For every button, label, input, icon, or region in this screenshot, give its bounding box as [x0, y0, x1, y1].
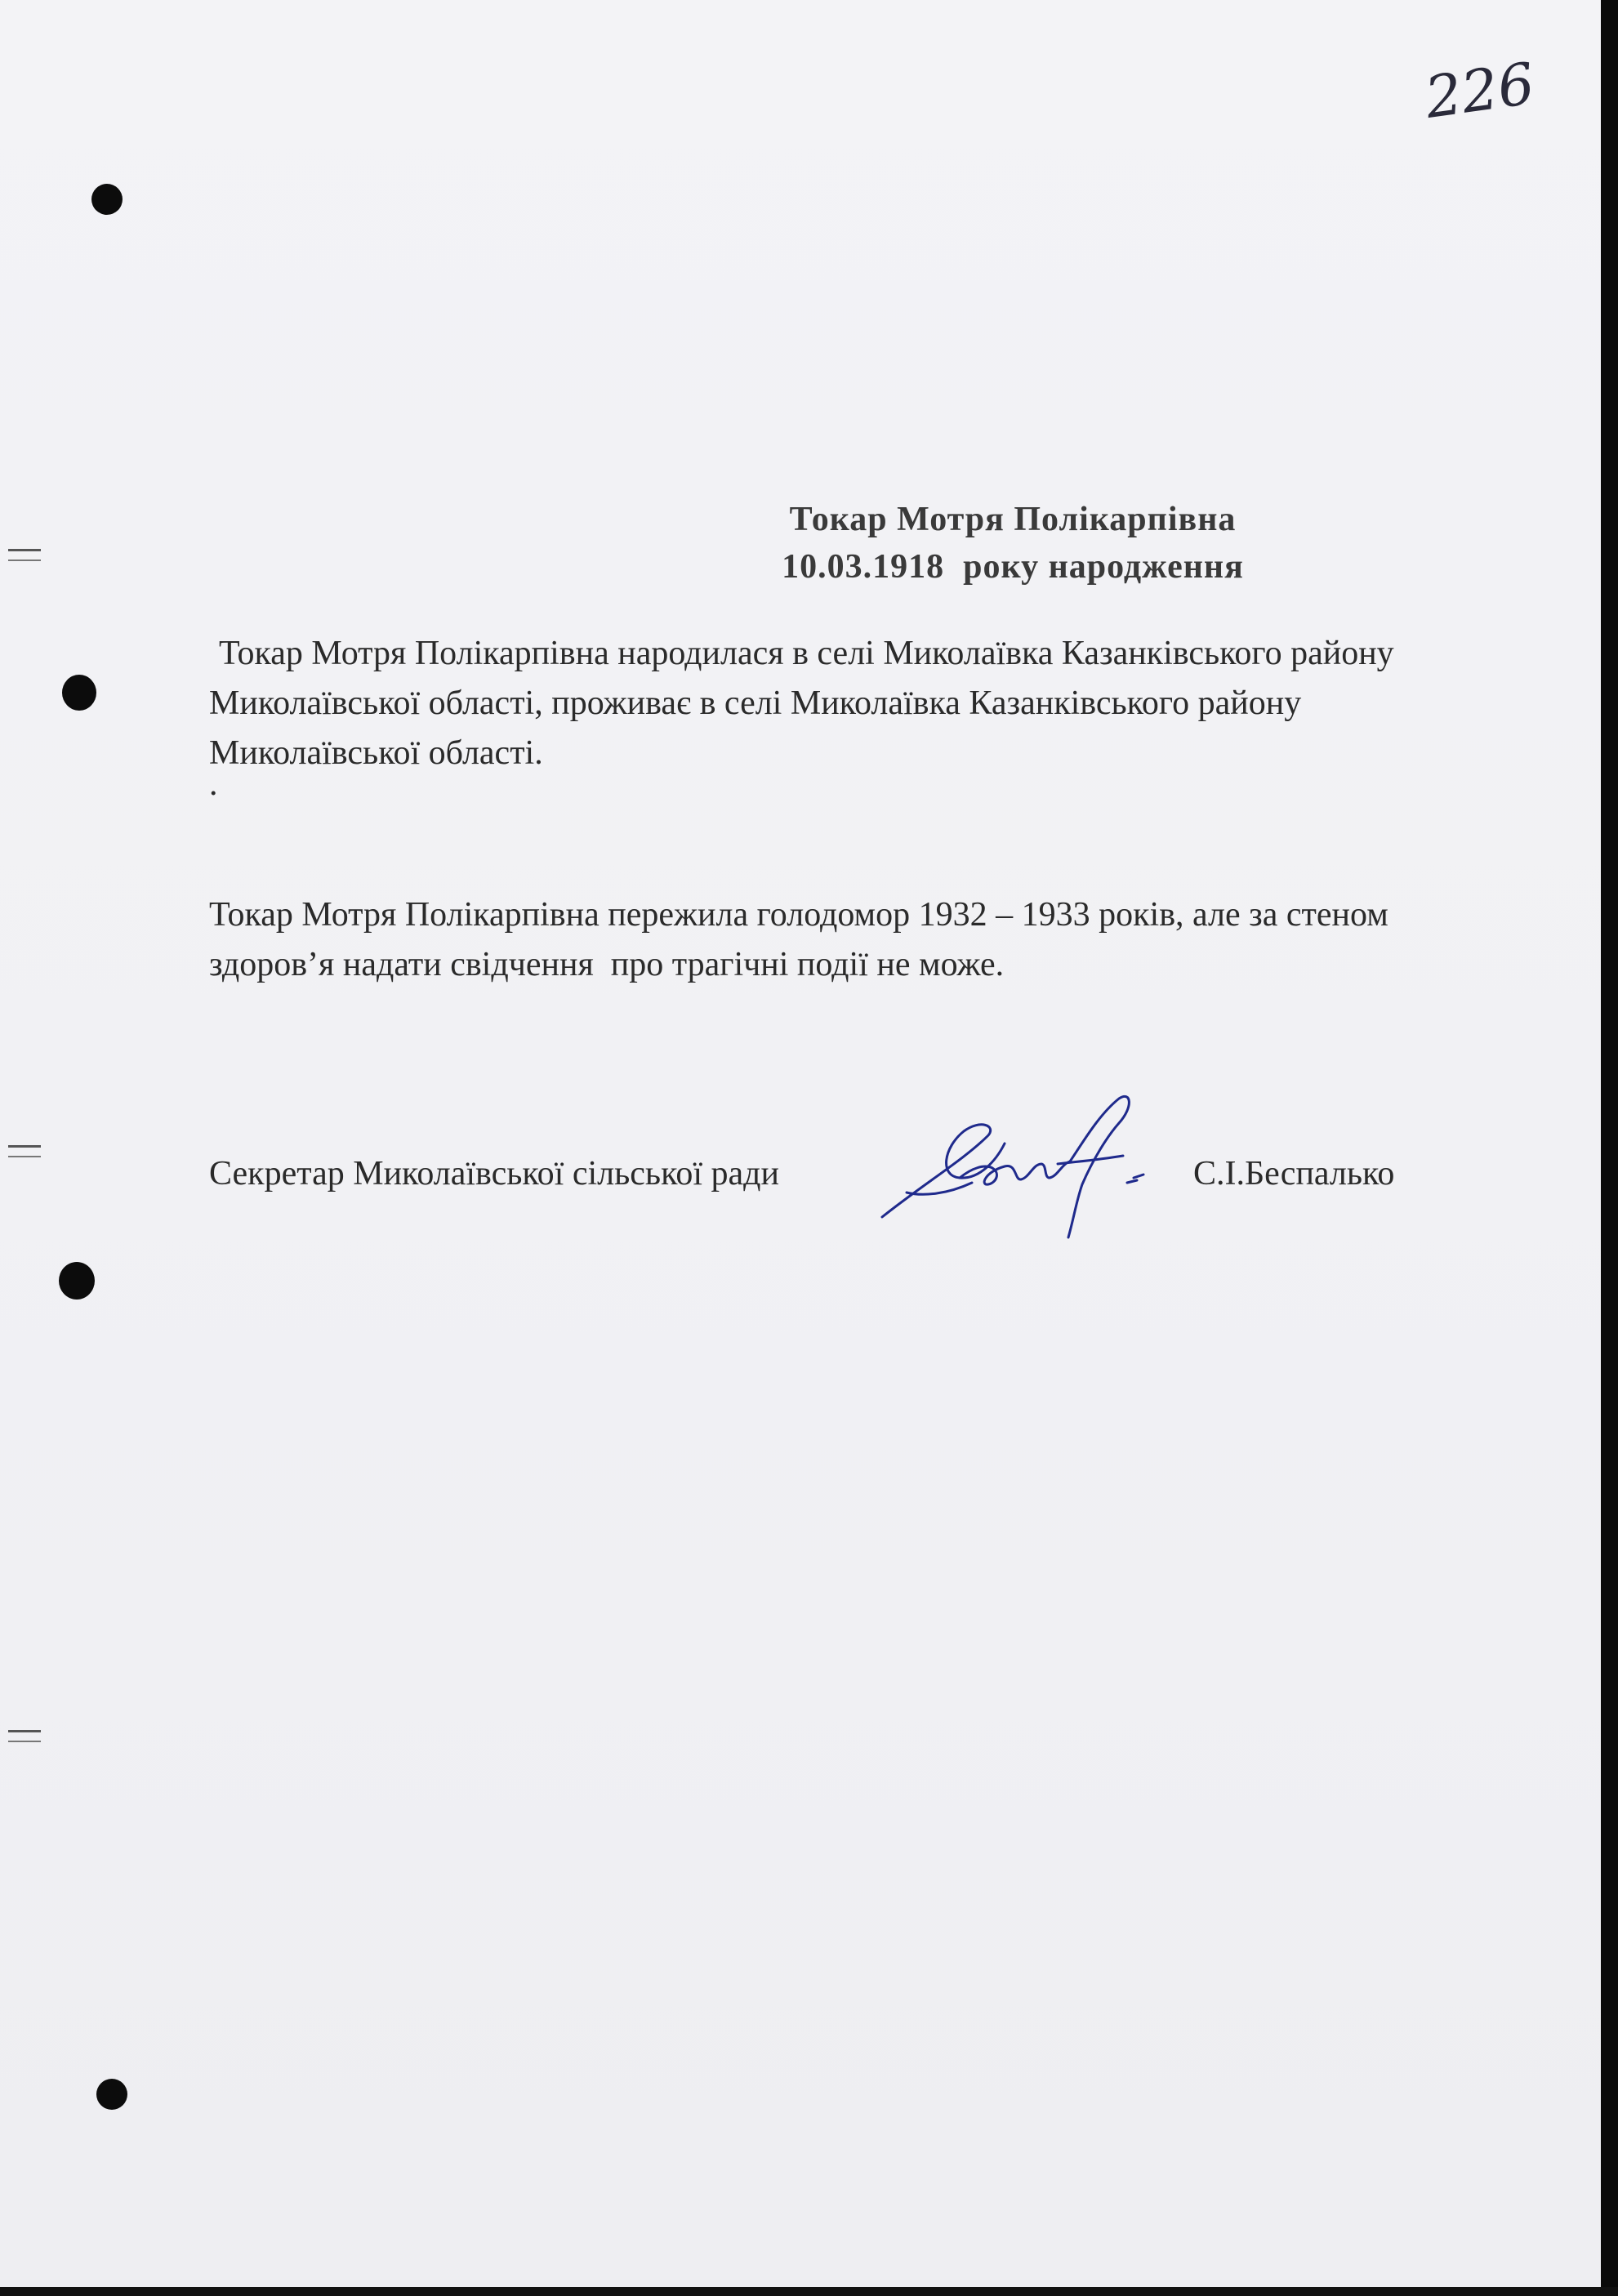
punch-hole-3: [59, 1262, 95, 1300]
punch-hole-4: [96, 2079, 127, 2110]
signatory-position: Секретар Миколаївської сільської ради: [209, 1155, 780, 1193]
scan-border-right: [1601, 0, 1618, 2296]
edge-mark-2: [8, 1145, 41, 1157]
scan-border-bottom: [0, 2287, 1618, 2296]
paragraph-birthplace: Токар Мотря Полікарпівна народилася в селі Миколаївка Казанківського району Миколаївської області, проживає в селі Миколаївка Казанківського району Миколаївської області.: [209, 635, 1394, 772]
punch-hole-1: [91, 184, 123, 215]
handwritten-signature: [874, 1086, 1176, 1242]
signatory-name: С.І.Беспалько: [1193, 1155, 1395, 1193]
punch-hole-2: [62, 675, 96, 711]
edge-mark-3: [8, 1730, 41, 1742]
folio-number: 226: [1420, 50, 1539, 132]
paragraph-dot: .: [209, 765, 218, 803]
heading-birth-line: 10.03.1918 року народження: [782, 548, 1244, 586]
paragraph-holodomor: Токар Мотря Полікарпівна пережила голодомор 1932 – 1933 років, але за стеном здоров’я надати свідчення про трагічні події не може.: [209, 896, 1397, 983]
signature-block: [209, 1154, 1434, 1203]
heading-name: Токар Мотря Полікарпівна: [789, 501, 1237, 538]
